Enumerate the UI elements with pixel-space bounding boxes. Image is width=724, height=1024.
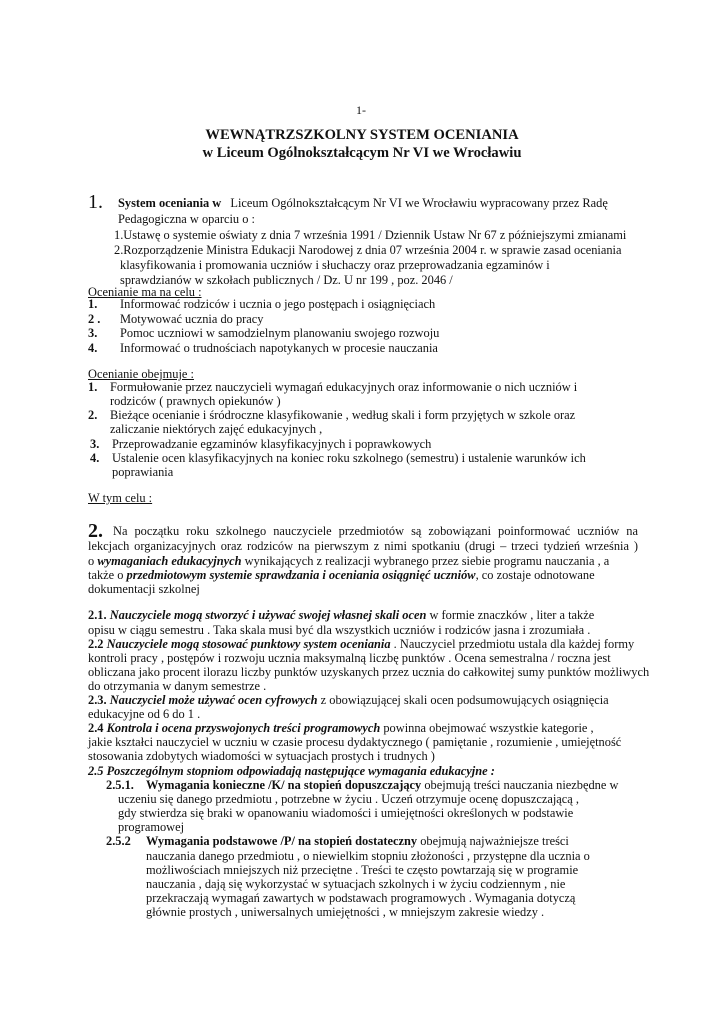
rule-num: 2.3. [88, 693, 107, 707]
rule-bold: Wymagania podstawowe /P/ na stopień dostateczny [146, 834, 418, 848]
rule-2-2 [88, 637, 634, 652]
document-title-line1: WEWNĄTRZSZKOLNY SYSTEM OCENIANIA [205, 127, 519, 143]
rule-2-1 [88, 608, 594, 623]
section2-line4 [88, 568, 595, 583]
rule-2-5-2 [106, 834, 569, 849]
goal-num: 2 . [88, 312, 101, 326]
section2-line3 [88, 554, 609, 569]
goal-item-2 [88, 312, 263, 327]
section1-number: 1. [88, 191, 103, 213]
rule-2-5-heading: 2.5 Poszczególnym stopniom odpowiadają następujące wymagania edukacyjne : [88, 764, 495, 778]
section1-intro-line [118, 196, 608, 211]
scope-text: Przeprowadzanie egzaminów klasyfikacyjnych i poprawkowych [112, 437, 432, 451]
document-title-line2: w Liceum Ogólnokształcącym Nr VI we Wrocławiu [202, 145, 522, 161]
goal-num: 1. [88, 297, 98, 311]
rule-rest: obejmują treści nauczania niezbędne w [424, 778, 619, 792]
rule-2-4 [88, 721, 594, 736]
s2-l4c: , co zostaje odnotowane [475, 568, 595, 582]
rule-2-5-1-l4: programowej [118, 820, 185, 834]
scope-item-1-cont: rodziców ( prawnych opiekunów ) [110, 394, 281, 408]
goal-num: 4. [88, 341, 98, 355]
goal-item-3 [88, 326, 439, 341]
goal-text: Pomoc uczniowi w samodzielnym planowaniu swojego rozwoju [120, 326, 440, 340]
scope-num: 1. [88, 380, 98, 394]
rule-bold: Kontrola i ocena przyswojonych treści programowych [106, 721, 381, 735]
goal-text: Informować rodziców i ucznia o jego postępach i osiągnięciach [120, 297, 436, 311]
rule-2-5-2-l2: nauczania danego przedmiotu , o niewielkim stopniu złożoności , przystępne dla ucznia o [146, 849, 590, 863]
rule-2-5-2-l4: nauczania , dają się wykorzystać w sytuacjach szkolnych i w życiu codziennym , nie [146, 877, 566, 891]
rule-num: 2.5.2 [106, 834, 131, 848]
purpose-heading: W tym celu : [88, 491, 153, 505]
s2-l3b: wymaganiach edukacyjnych [97, 554, 242, 568]
rule-bold: Wymagania konieczne /K/ na stopień dopuszczający [146, 778, 422, 792]
section2-number: 2. [88, 520, 103, 542]
rule-bold: Nauczyciele mogą stworzyć i używać swojej własnej skali ocen [109, 608, 427, 622]
rule-2-5-1 [106, 778, 618, 793]
rule-2-4-l3: stosowania zdobytych wiadomości w sytuacjach prostych i trudnych ) [88, 749, 435, 763]
rule-bold: Nauczyciele mogą stosować punktowy system oceniania [106, 637, 391, 651]
section2-line2: lekcjach organizacyjnych oraz rodziców na pierwszym z nimi spotkaniu (drugi – trzeci tydzień września ) [88, 539, 638, 553]
section1-basis-2-cont2: sprawdzianów w szkołach publicznych / Dz. U nr 199 , poz. 2046 / [120, 273, 453, 287]
rule-num: 2.5.1. [106, 778, 134, 792]
rule-num: 2.2 [88, 637, 104, 651]
rule-bold: Nauczyciel może używać ocen cyfrowych [109, 693, 318, 707]
goals-heading: Ocenianie ma na celu : [88, 285, 202, 299]
scope-item-4-cont: poprawiania [112, 465, 174, 479]
section1-basis-2: 2.Rozporządzenie Ministra Edukacji Narodowej z dnia 07 września 2004 r. w sprawie zasad oceniania [114, 243, 622, 257]
goal-text: Motywować ucznia do pracy [120, 312, 264, 326]
rule-2-5-1-l2: uczeniu się danego przedmiotu , potrzebne w życiu . Uczeń otrzymuje ocenę dopuszczającą , [118, 792, 580, 806]
s2-l3c: wynikających z realizacji wybranego przez siebie programu nauczania , a [244, 554, 610, 568]
scope-item-2 [88, 408, 575, 423]
scope-text: Formułowanie przez nauczycieli wymagań edukacyjnych oraz informowanie o nich uczniów i [110, 380, 578, 394]
scope-item-2-cont: zaliczanie niektórych zajęć edukacyjnych , [110, 422, 323, 436]
goal-text: Informować o trudnościach napotykanych w procesie nauczania [120, 341, 438, 355]
scope-heading: Ocenianie obejmuje : [88, 367, 194, 381]
rule-rest: w formie znaczków , liter a także [429, 608, 595, 622]
rule-2-2-l3: obliczana jako procent ilorazu liczby punktów uzyskanych przez ucznia do całkowitej sumy punktów możliwych [88, 665, 650, 679]
rule-2-5-1-l3: gdy stwierdza się braki w opanowaniu wiadomości i umiejętności określonych w podstawie [118, 806, 574, 820]
rule-2-2-l4: do otrzymania w danym semestrze . [88, 679, 267, 693]
rule-num: 2.4 [88, 721, 104, 735]
s2-l3a: o [88, 554, 95, 568]
rule-2-3-cont: edukacyjne od 6 do 1 . [88, 707, 201, 721]
scope-item-3 [90, 437, 431, 452]
rule-rest: . Nauczyciel przedmiotu ustala dla każdej formy [393, 637, 635, 651]
rule-2-3 [88, 693, 609, 708]
s2-l4b: przedmiotowym systemie sprawdzania i oceniania osiągnięć uczniów [126, 568, 476, 582]
s2-l4a: także o [88, 568, 124, 582]
section1-label: System oceniania w [118, 196, 222, 210]
goal-num: 3. [88, 326, 98, 340]
section1-intro: Liceum Ogólnokształcącym Nr VI we Wrocławiu wypracowany przez Radę [230, 196, 608, 210]
rule-2-2-l2: kontroli pracy , postępów i rozwoju ucznia maksymalną liczbę punktów . Ocena semestralna / roczna jest [88, 651, 611, 665]
rule-num: 2.1. [88, 608, 107, 622]
rule-2-4-l2: jakie kształci nauczyciel w uczniu w czasie procesu dydaktycznego ( pamiętanie , rozumienie , umiejętność [88, 735, 622, 749]
page-number: 1- [356, 103, 366, 117]
rule-rest: powinna obejmować wszystkie kategorie , [383, 721, 594, 735]
section2-line5: dokumentacji szkolnej [88, 582, 200, 596]
rule-2-1-cont: opisu w ciągu semestru . Taka skala musi być dla wszystkich uczniów i rodziców jasna i zrozumiała . [88, 623, 591, 637]
section1-basis-2-cont: klasyfikowania i promowania uczniów i słuchaczy oraz przeprowadzania egzaminów i [120, 258, 550, 272]
rule-2-5-2-l5: przekraczają wymagań zawartych w podstawach programowych . Wymagania dotyczą [146, 891, 576, 905]
scope-text: Bieżące ocenianie i śródroczne klasyfikowanie , według skali i form przyjętych w szkole oraz [110, 408, 576, 422]
rule-2-5-2-l3: możliwościach mniejszych niż przeciętne . Treści te często powtarzają się w programie [146, 863, 579, 877]
scope-item-4 [90, 451, 586, 466]
rule-2-5-2-l6: głównie prostych , uniwersalnych umiejętności , w mniejszym zakresie wiedzy . [146, 905, 545, 919]
scope-num: 2. [88, 408, 98, 422]
scope-num: 3. [90, 437, 100, 451]
goal-item-1 [88, 297, 435, 312]
scope-text: Ustalenie ocen klasyfikacyjnych na koniec roku szkolnego (semestru) i ustalenie warunków ich [112, 451, 586, 465]
section2-line1: Na początku roku szkolnego nauczyciele przedmiotów są zobowiązani poinformować uczniów na [113, 524, 638, 538]
rule-rest: z obowiązującej skali ocen podsumowujących osiągnięcia [320, 693, 609, 707]
section1-intro2: Pedagogiczna w oparciu o : [118, 212, 255, 226]
goal-item-4 [88, 341, 438, 356]
section1-basis-1: 1.Ustawę o systemie oświaty z dnia 7 września 1991 / Dziennik Ustaw Nr 67 z późniejszymi zmianami [114, 228, 627, 242]
scope-num: 4. [90, 451, 100, 465]
rule-rest: obejmują najważniejsze treści [420, 834, 569, 848]
scope-item-1 [88, 380, 577, 395]
